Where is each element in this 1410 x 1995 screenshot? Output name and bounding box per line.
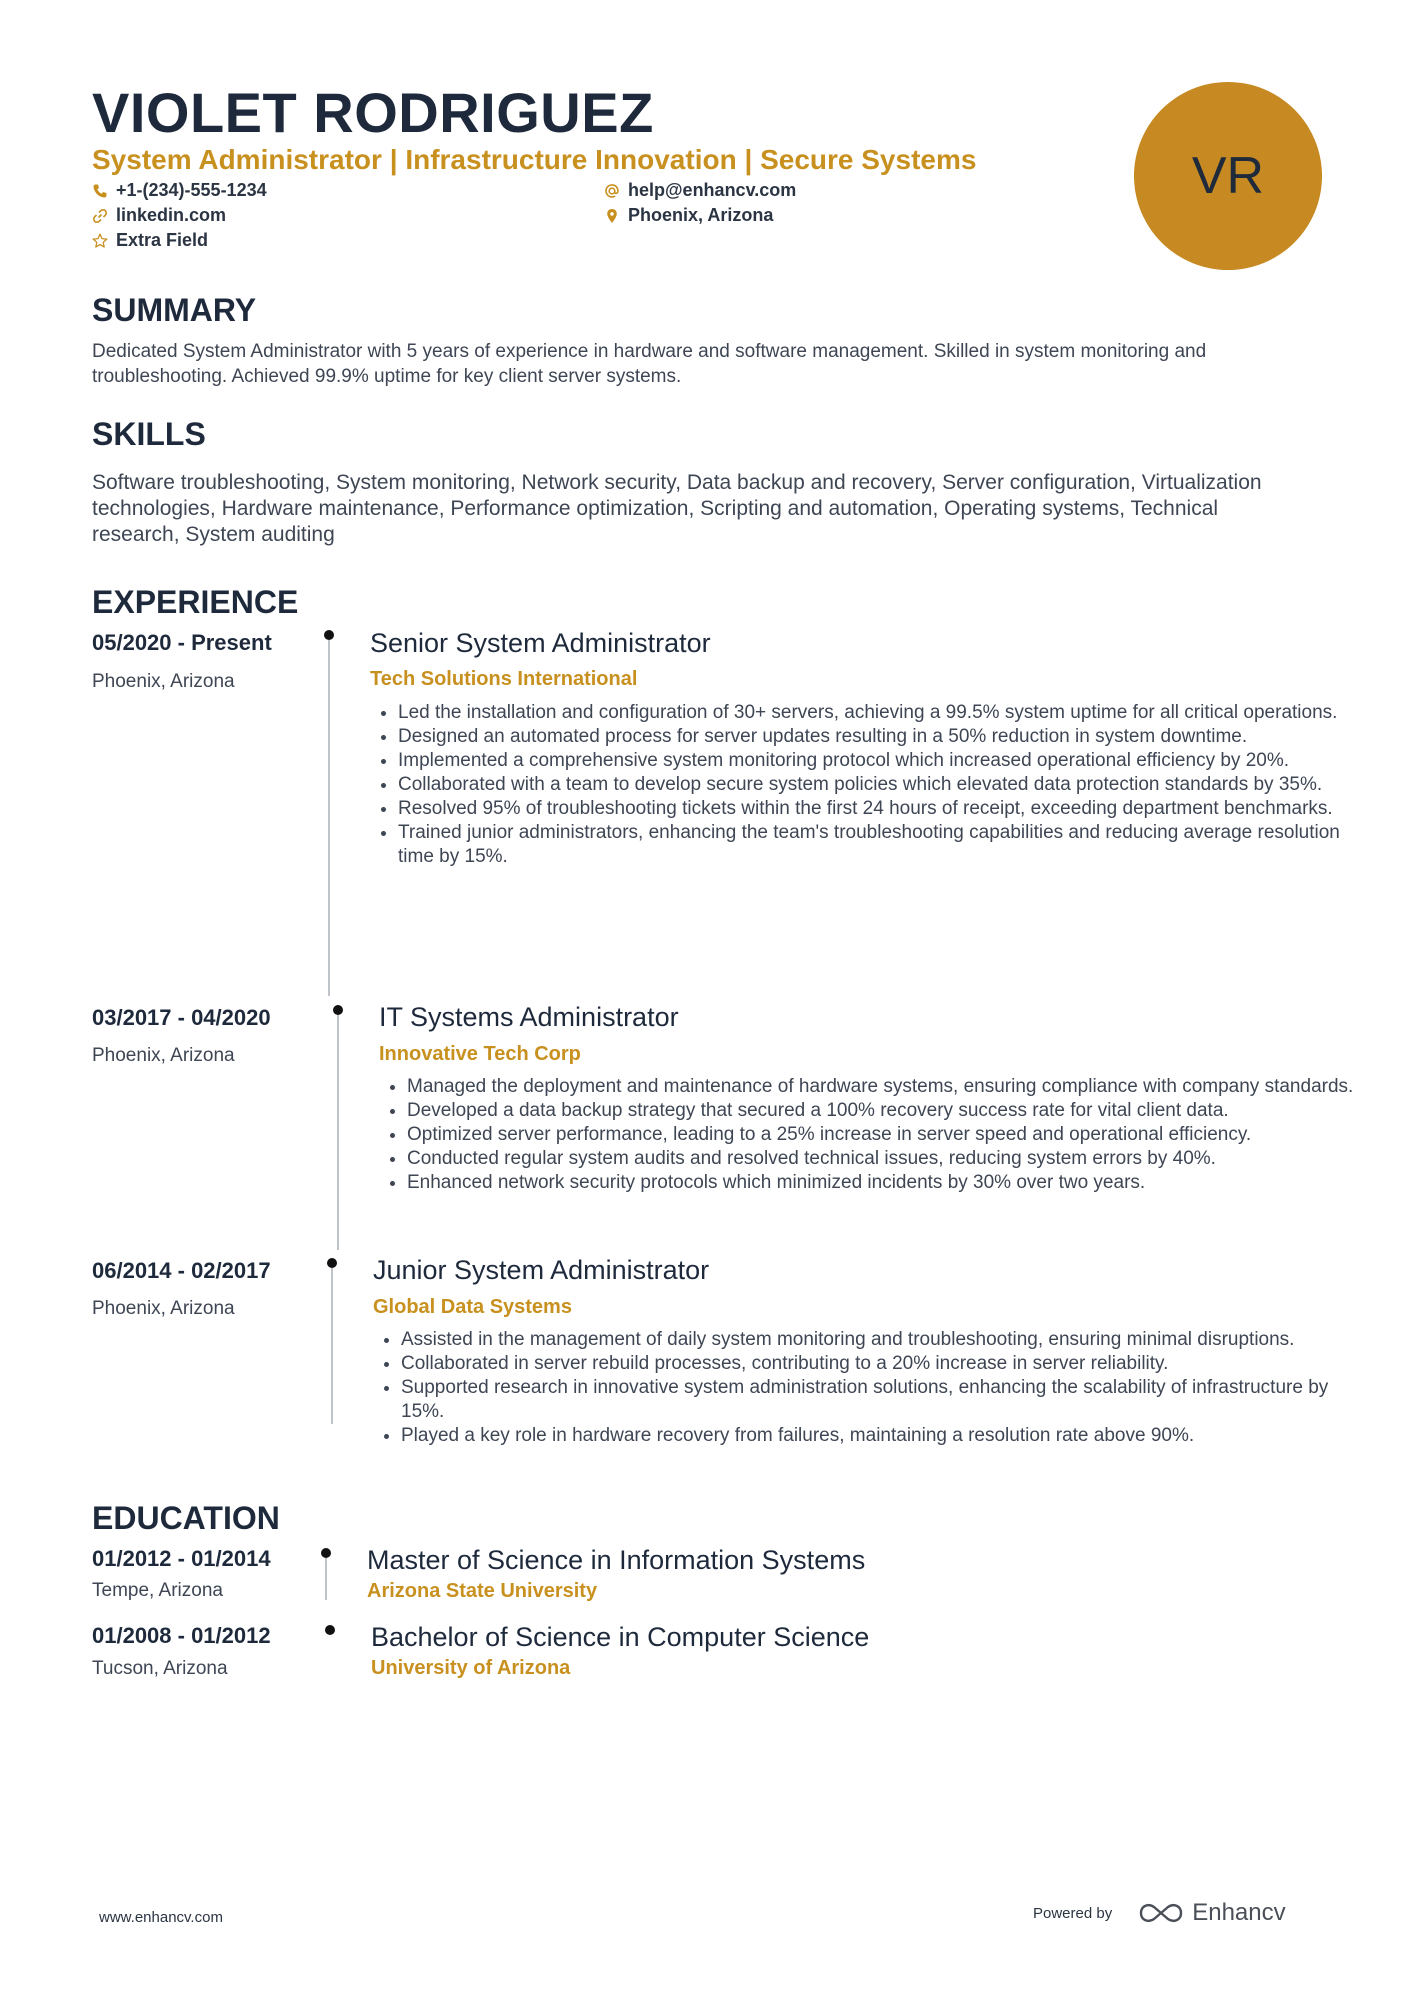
contact-extra bbox=[92, 230, 208, 251]
enhancv-logo-icon bbox=[1138, 1901, 1184, 1925]
timeline-dot bbox=[325, 1625, 335, 1635]
education-dates: 01/2012 - 01/2014 bbox=[92, 1546, 271, 1571]
extra-field-text: Extra Field bbox=[116, 230, 209, 250]
email-text: help@enhancv.com bbox=[628, 180, 797, 200]
job-dates: 06/2014 - 02/2017 bbox=[92, 1258, 271, 1283]
candidate-tagline: System Administrator | Infrastructure Innovation | Secure Systems bbox=[92, 144, 977, 175]
education-location: Tempe, Arizona bbox=[92, 1580, 223, 1601]
timeline-line bbox=[325, 1558, 327, 1600]
summary-text: Dedicated System Administrator with 5 years of experience in hardware and software management. Skilled in system monitoring and troubleshooting. Achieved 99.9% uptime for key client server systems. bbox=[92, 341, 1207, 387]
timeline-dot bbox=[333, 1005, 343, 1015]
list-item: • Developed a data backup strategy that secured a 100% recovery success rate for vital client data. bbox=[407, 1099, 1367, 1123]
candidate-name: VIOLET RODRIGUEZ bbox=[92, 81, 654, 144]
education-dates: 01/2008 - 01/2012 bbox=[92, 1623, 271, 1648]
list-item: • Optimized server performance, leading to a 25% increase in server speed and operational efficiency. bbox=[407, 1123, 1367, 1147]
list-item: • Collaborated with a team to develop secure system policies which elevated data protection standards by 35%. bbox=[398, 773, 1358, 797]
job-bullets bbox=[381, 1075, 1367, 1195]
timeline-line bbox=[337, 1015, 339, 1250]
list-item: • Managed the deployment and maintenance of hardware systems, ensuring compliance with company standards. bbox=[407, 1075, 1367, 1099]
powered-by-label: Powered by bbox=[1033, 1904, 1113, 1922]
list-item: • Led the installation and configuration of 30+ servers, achieving a 99.5% system uptime for all critical operations. bbox=[398, 701, 1358, 725]
list-item: • Supported research in innovative system administration solutions, enhancing the scalability of infrastructure by 15%. bbox=[401, 1376, 1361, 1424]
brand-logo[interactable] bbox=[1138, 1899, 1285, 1927]
footer-website[interactable]: www.enhancv.com bbox=[99, 1909, 223, 1926]
contact-location bbox=[604, 205, 773, 226]
job-company: Global Data Systems bbox=[373, 1296, 572, 1318]
job-company: Tech Solutions International bbox=[370, 668, 638, 690]
list-item: • Conducted regular system audits and resolved technical issues, reducing system errors by 40%. bbox=[407, 1147, 1367, 1171]
at-sign-icon bbox=[604, 183, 620, 199]
school-name: University of Arizona bbox=[371, 1657, 571, 1679]
experience-heading: EXPERIENCE bbox=[92, 584, 299, 620]
list-item: • Implemented a comprehensive system monitoring protocol which increased operational efficiency by 20%. bbox=[398, 749, 1358, 773]
list-item: • Played a key role in hardware recovery from failures, maintaining a resolution rate above 90%. bbox=[401, 1424, 1361, 1448]
education-heading: EDUCATION bbox=[92, 1500, 280, 1536]
timeline-dot bbox=[321, 1548, 331, 1558]
brand-name: Enhancv bbox=[1192, 1899, 1286, 1926]
avatar-initials: VR bbox=[1191, 147, 1265, 205]
job-title: Senior System Administrator bbox=[370, 628, 711, 658]
job-location: Phoenix, Arizona bbox=[92, 671, 235, 692]
location-text: Phoenix, Arizona bbox=[628, 205, 774, 225]
job-bullets bbox=[372, 701, 1358, 869]
contact-linkedin bbox=[92, 205, 226, 226]
list-item: • Resolved 95% of troubleshooting tickets within the first 24 hours of receipt, exceeding department benchmarks. bbox=[398, 797, 1358, 821]
link-icon bbox=[92, 208, 108, 224]
contact-email bbox=[604, 180, 796, 201]
timeline-dot bbox=[327, 1258, 337, 1268]
footer-branding bbox=[1033, 1899, 1286, 1927]
timeline-dot bbox=[324, 630, 334, 640]
list-item: • Assisted in the management of daily system monitoring and troubleshooting, ensuring minimal disruptions. bbox=[401, 1328, 1361, 1352]
education-location: Tucson, Arizona bbox=[92, 1658, 228, 1679]
job-dates: 03/2017 - 04/2020 bbox=[92, 1005, 271, 1030]
skills-heading: SKILLS bbox=[92, 416, 206, 452]
linkedin-text: linkedin.com bbox=[116, 205, 227, 225]
skills-text: Software troubleshooting, System monitoring, Network security, Data backup and recovery, Server configuration, Virtualization technologies, Hardware maintenance, Performance optimization, Scripting and automation, Operating systems, Technical research, System auditing bbox=[92, 471, 1262, 546]
school-name: Arizona State University bbox=[367, 1580, 598, 1602]
job-dates: 05/2020 - Present bbox=[92, 630, 272, 655]
job-company: Innovative Tech Corp bbox=[379, 1043, 581, 1065]
summary-heading: SUMMARY bbox=[92, 292, 257, 328]
list-item: • Designed an automated process for server updates resulting in a 50% reduction in system downtime. bbox=[398, 725, 1358, 749]
list-item: • Collaborated in server rebuild processes, contributing to a 20% increase in server reliability. bbox=[401, 1352, 1361, 1376]
degree-title: Bachelor of Science in Computer Science bbox=[371, 1622, 870, 1652]
list-item: • Trained junior administrators, enhancing the team's troubleshooting capabilities and reducing average resolution time by 15%. bbox=[398, 821, 1358, 869]
job-title: IT Systems Administrator bbox=[379, 1002, 679, 1032]
job-title: Junior System Administrator bbox=[373, 1255, 710, 1285]
timeline-line bbox=[331, 1268, 333, 1424]
phone-icon bbox=[92, 183, 108, 199]
star-icon bbox=[92, 233, 108, 249]
list-item: • Enhanced network security protocols which minimized incidents by 30% over two years. bbox=[407, 1171, 1367, 1195]
job-location: Phoenix, Arizona bbox=[92, 1298, 235, 1319]
job-bullets bbox=[375, 1328, 1361, 1448]
phone-text: +1-(234)-555-1234 bbox=[116, 180, 267, 200]
avatar bbox=[1134, 82, 1322, 270]
timeline-line bbox=[328, 640, 330, 996]
degree-title: Master of Science in Information Systems bbox=[367, 1545, 866, 1575]
job-location: Phoenix, Arizona bbox=[92, 1045, 235, 1066]
location-pin-icon bbox=[604, 208, 620, 224]
contact-phone bbox=[92, 180, 267, 201]
